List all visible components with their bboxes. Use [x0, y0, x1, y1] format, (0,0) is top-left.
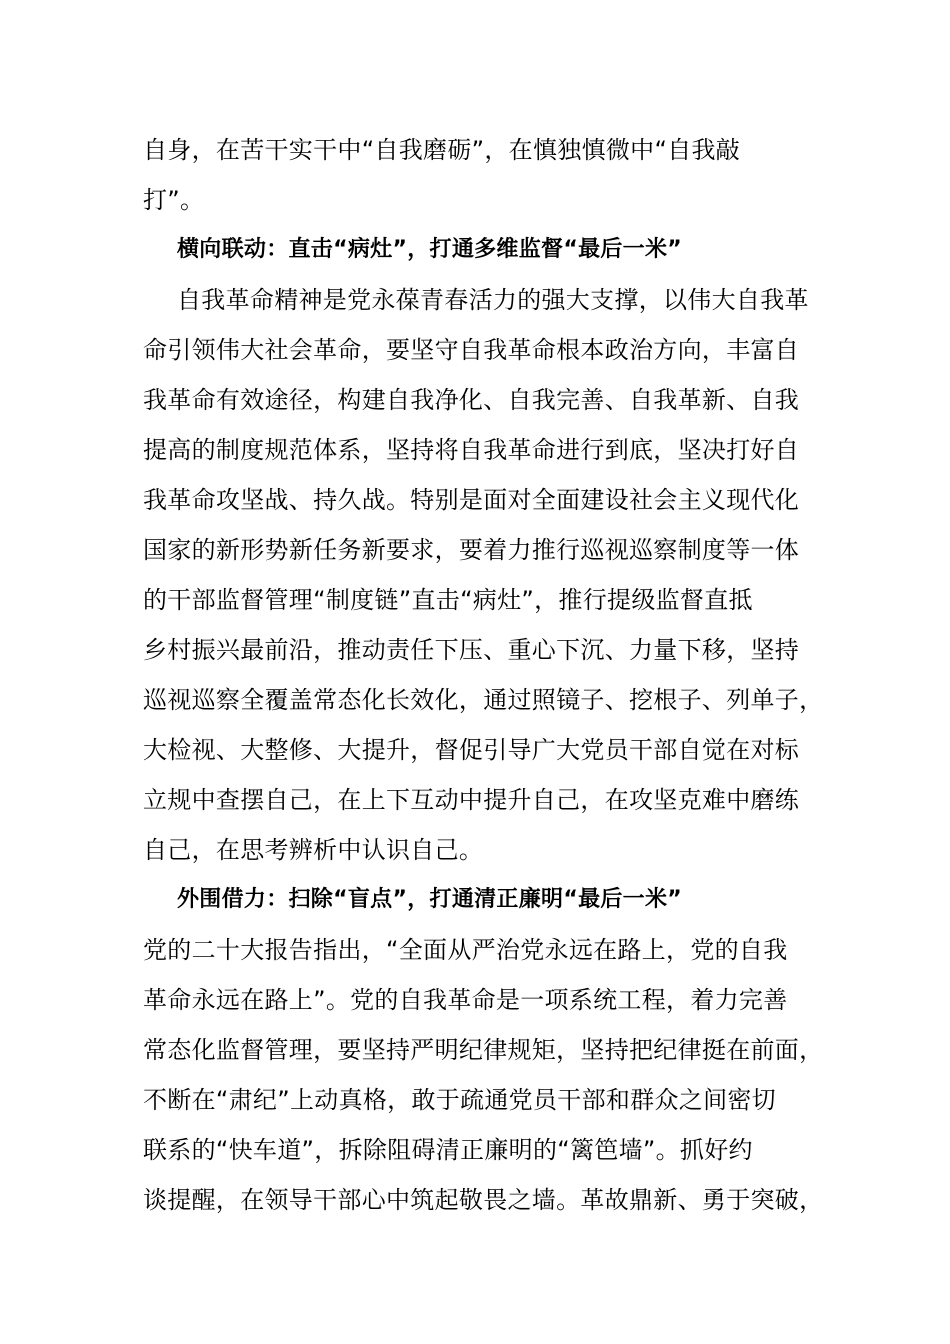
body-text-line: 自己，在思考辨析中认识自己。 [143, 836, 484, 864]
section-heading: 横向联动：直击“病灶”，打通多维监督“最后一米” [177, 237, 683, 262]
body-text-line: 我革命有效途径，构建自我净化、自我完善、自我革新、自我 [143, 386, 800, 414]
body-text-line: 立规中查摆自己，在上下互动中提升自己，在攻坚克难中磨练 [143, 786, 800, 814]
body-text-line: 大检视、大整修、大提升，督促引导广大党员干部自觉在对标 [143, 736, 800, 764]
body-text-line: 自我革命精神是党永葆青春活力的强大支撑，以伟大自我革 [177, 286, 809, 314]
body-text-line: 联系的“快车道”，拆除阻碍清正廉明的“篱笆墙”。抓好约 [143, 1136, 753, 1164]
body-text-line: 巡视巡察全覆盖常态化长效化，通过照镜子、挖根子、列单子， [143, 686, 824, 714]
body-text-line: 党的二十大报告指出，“全面从严治党永远在路上，党的自我 [143, 936, 788, 964]
body-text-line: 我革命攻坚战、持久战。特别是面对全面建设社会主义现代化 [143, 486, 800, 514]
body-text-line: 常态化监督管理，要坚持严明纪律规矩，坚持把纪律挺在前面， [143, 1036, 824, 1064]
body-text-line: 的干部监督管理“制度链”直击“病灶”，推行提级监督直抵 [143, 586, 753, 614]
body-text-line: 打”。 [143, 186, 205, 214]
body-text-line: 谈提醒，在领导干部心中筑起敬畏之墙。革故鼎新、勇于突破， [143, 1186, 824, 1214]
body-text-line: 自身，在苦干实干中“自我磨砺”，在慎独慎微中“自我敲 [143, 136, 741, 164]
section-heading: 外围借力：扫除“盲点”，打通清正廉明“最后一米” [177, 887, 683, 912]
body-text-line: 乡村振兴最前沿，推动责任下压、重心下沉、力量下移，坚持 [143, 636, 800, 664]
body-text-line: 提高的制度规范体系，坚持将自我革命进行到底，坚决打好自 [143, 436, 800, 464]
body-text-line: 国家的新形势新任务新要求，要着力推行巡视巡察制度等一体 [143, 536, 800, 564]
body-text-line: 不断在“肃纪”上动真格，敢于疏通党员干部和群众之间密切 [143, 1086, 776, 1114]
body-text-line: 命引领伟大社会革命，要坚守自我革命根本政治方向，丰富自 [143, 336, 800, 364]
body-text-line: 革命永远在路上”。党的自我革命是一项系统工程，着力完善 [143, 986, 788, 1014]
